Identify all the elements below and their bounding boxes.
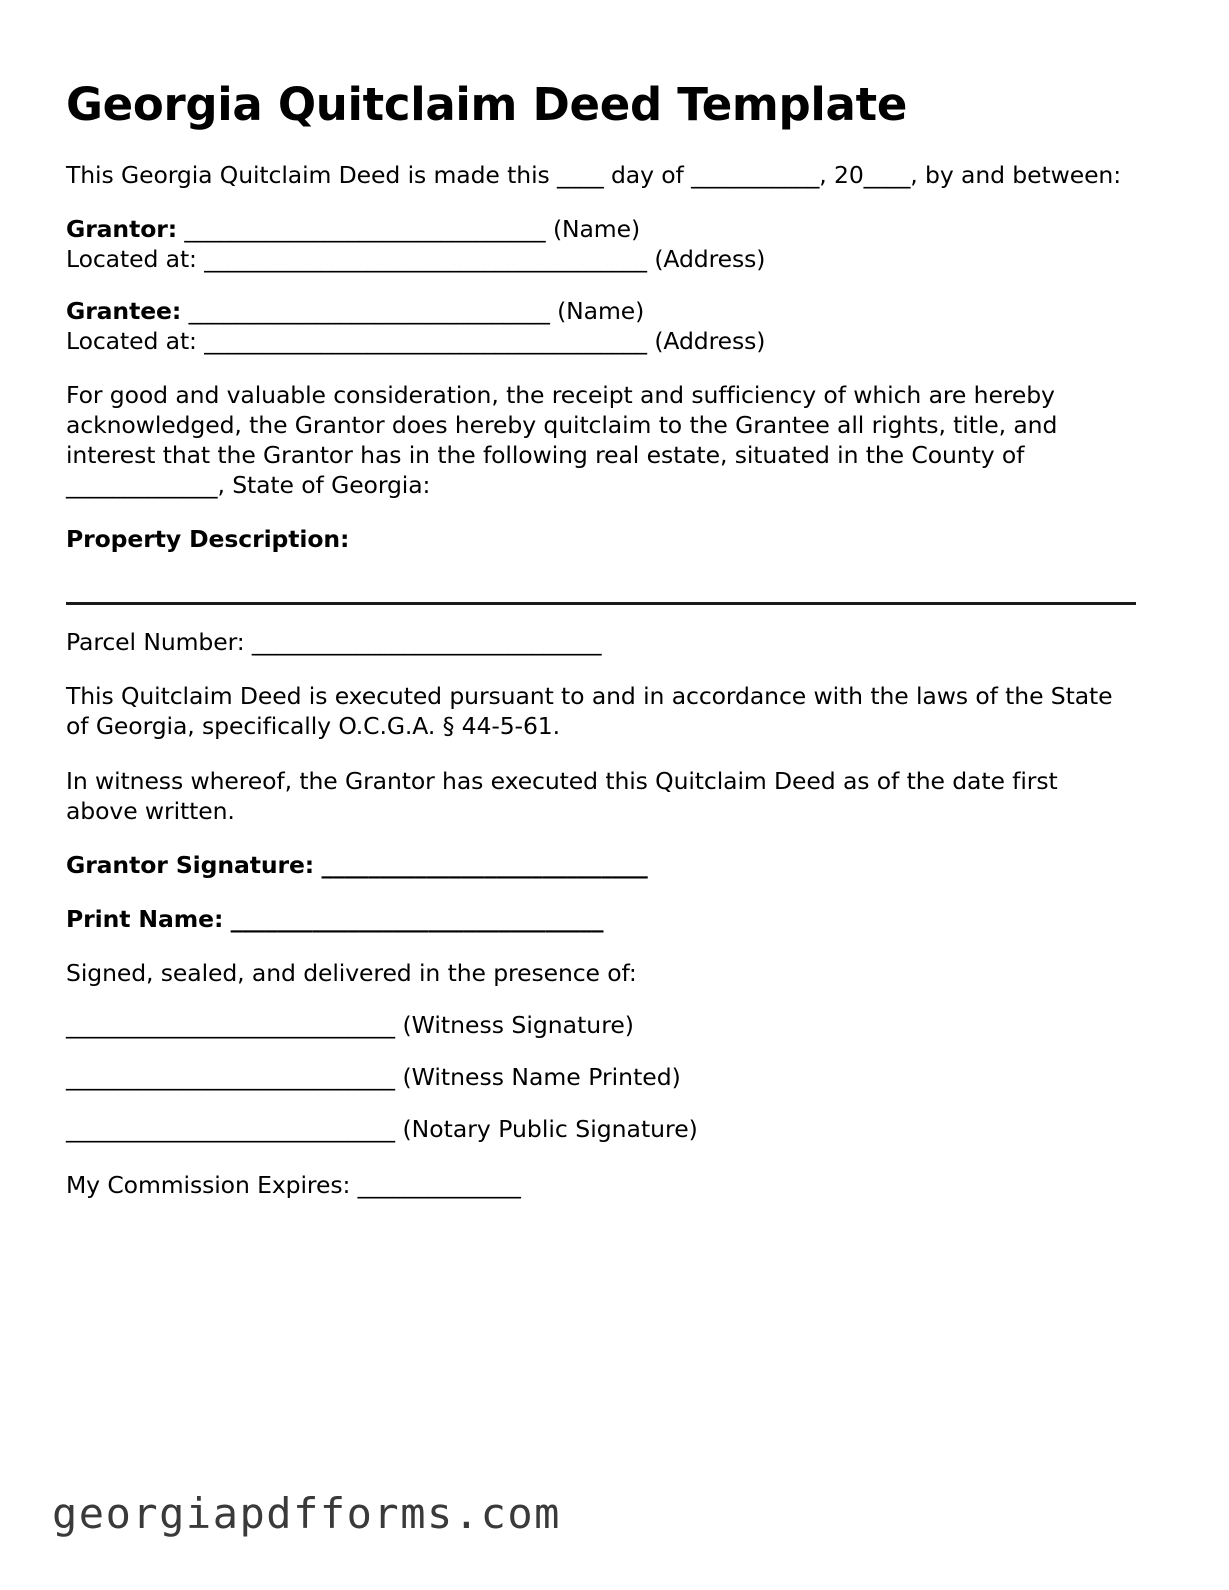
grantee-name-row (66, 296, 1136, 326)
commission-expires-label: My Commission Expires: (66, 1171, 351, 1200)
witness-signature-field[interactable]: ____________________________ (66, 1010, 395, 1039)
parcel-number-field[interactable]: ______________________________ (251, 628, 602, 657)
statute-paragraph: This Quitclaim Deed is executed pursuant to and in accordance with the laws of the State of Georgia, specifically O.C.G.A. § 44-5-61. (66, 682, 1113, 741)
witness-name-hint: (Witness Name Printed) (402, 1062, 681, 1091)
grantor-signature-label: Grantor Signature: (66, 850, 315, 879)
property-description-label: Property Description: (66, 525, 350, 554)
presence-paragraph: Signed, sealed, and delivered in the presence of: (66, 958, 637, 987)
print-name-label: Print Name: (66, 904, 224, 933)
grantor-signature-field[interactable]: ____________________________ (321, 850, 648, 879)
page-title: Georgia Quitclaim Deed Template (66, 78, 908, 131)
grantor-address-row (66, 244, 1136, 274)
witness-name-field[interactable]: ____________________________ (66, 1062, 395, 1091)
grantee-address-field[interactable]: ______________________________________ (204, 326, 647, 355)
parcel-number-row (66, 627, 1136, 657)
site-watermark: georgiapdfforms.com (52, 1489, 561, 1538)
commission-expires-row (66, 1170, 1136, 1200)
grantee-address-hint: (Address) (654, 326, 766, 355)
notary-signature-row (66, 1114, 1136, 1144)
consideration-paragraph: For good and valuable consideration, the receipt and sufficiency of which are hereby acknowledged, the Grantor does hereby quitclaim to the Grantee all rights, title, and interest that the Grantor has in the following real estate, situated in the County of _____________, State of Georgia: (66, 380, 1058, 500)
intro-paragraph: This Georgia Quitclaim Deed is made this ____ day of ___________, 20____, by and between: (66, 160, 1122, 189)
notary-signature-field[interactable]: ____________________________ (66, 1115, 395, 1144)
grantor-located-label: Located at: (66, 244, 197, 273)
grantor-name-hint: (Name) (552, 214, 641, 243)
grantor-signature-row (66, 850, 1136, 880)
witness-signature-hint: (Witness Signature) (402, 1010, 634, 1039)
grantor-address-hint: (Address) (654, 244, 766, 273)
grantee-located-label: Located at: (66, 326, 197, 355)
grantor-name-row (66, 214, 1136, 244)
grantee-address-row (66, 326, 1136, 356)
grantee-name-field[interactable]: _______________________________ (188, 296, 550, 325)
notary-signature-hint: (Notary Public Signature) (402, 1115, 698, 1144)
witness-whereof-paragraph: In witness whereof, the Grantor has executed this Quitclaim Deed as of the date first above written. (66, 766, 1058, 825)
parcel-number-label: Parcel Number: (66, 628, 245, 657)
commission-expires-field[interactable]: ______________ (357, 1171, 521, 1200)
witness-name-row (66, 1062, 1136, 1092)
grantee-label: Grantee: (66, 296, 182, 325)
print-name-row (66, 904, 1136, 934)
grantor-address-field[interactable]: ______________________________________ (204, 244, 647, 273)
grantee-name-hint: (Name) (557, 296, 645, 325)
witness-signature-row (66, 1010, 1136, 1040)
document-body (66, 0, 1136, 1200)
grantor-name-field[interactable]: _______________________________ (184, 214, 546, 243)
print-name-field[interactable]: ________________________________ (230, 904, 604, 933)
grantor-label: Grantor: (66, 214, 178, 243)
